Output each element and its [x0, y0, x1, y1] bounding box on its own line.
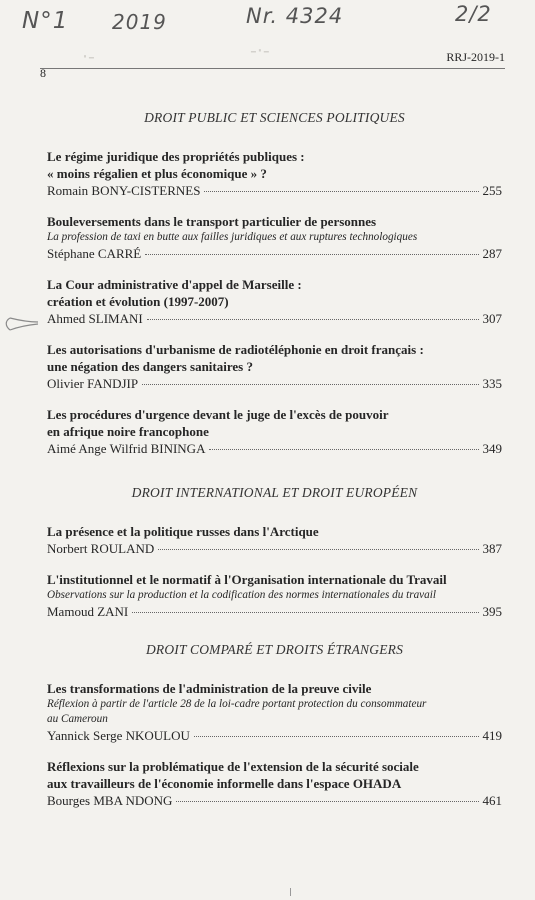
entry-title-line: La Cour administrative d'appel de Marseille :	[47, 277, 302, 292]
entry-title-line: en afrique noire francophone	[47, 424, 209, 439]
toc-entry	[47, 571, 502, 620]
toc-section	[47, 642, 502, 809]
bottom-mark	[290, 888, 291, 896]
running-header	[40, 50, 505, 70]
dot-leader	[209, 449, 478, 450]
entry-subtitle-line: Réflexion à partir de l'article 28 de la loi-cadre portant protection du consommateur	[47, 698, 427, 710]
entry-page: 287	[482, 246, 502, 261]
entry-title-line: Bouleversements dans le transport particulier de personnes	[47, 214, 377, 229]
author-line	[47, 540, 502, 557]
dot-leader	[132, 612, 478, 613]
dot-leader	[142, 384, 478, 385]
entry-title-line: L'institutionnel et le normatif à l'Organisation internationale du Travail	[47, 572, 447, 587]
entry-title-line: Les procédures d'urgence devant le juge de l'excès de pouvoir	[47, 407, 389, 422]
entry-title-line: Réflexions sur la problématique de l'extension de la sécurité sociale	[47, 759, 419, 774]
author-line	[47, 792, 502, 809]
dot-leader	[147, 319, 479, 320]
entry-title-line: Les autorisations d'urbanisme de radiotéléphonie en droit français :	[47, 342, 424, 357]
toc-section	[47, 110, 502, 457]
author-line	[47, 603, 502, 620]
entry-page: 461	[482, 793, 502, 808]
entry-page: 255	[482, 183, 502, 198]
toc-entry	[47, 276, 502, 327]
entry-subtitle-line: Observations sur la production et la codification des normes internationales du travail	[47, 589, 436, 601]
entry-subtitle-line: au Cameroun	[47, 713, 108, 725]
handwritten-number: N°1	[22, 8, 69, 34]
section-title: DROIT COMPARÉ ET DROITS ÉTRANGERS	[145, 642, 404, 657]
margin-arrow-mark-icon	[2, 310, 42, 336]
handwritten-reference: Nr. 4324	[246, 4, 344, 28]
toc-entry	[47, 341, 502, 392]
dot-leader	[176, 801, 478, 802]
entry-author: Olivier FANDJIP	[47, 376, 139, 391]
entry-title-line: Le régime juridique des propriétés publiques :	[47, 149, 305, 164]
dot-leader	[194, 736, 479, 737]
handwritten-year: 2019	[112, 10, 167, 34]
entry-author: Aimé Ange Wilfrid BININGA	[47, 441, 206, 456]
entry-title-line: Les transformations de l'administration de la preuve civile	[47, 681, 372, 696]
entry-title-line: aux travailleurs de l'économie informelle dans l'espace OHADA	[47, 776, 402, 791]
toc-entry	[47, 523, 502, 557]
table-of-contents	[47, 110, 502, 823]
author-line	[47, 245, 502, 262]
entry-page: 419	[482, 728, 502, 743]
handwritten-part: 2/2	[455, 2, 492, 26]
entry-title-line: une négation des dangers sanitaires ?	[47, 359, 253, 374]
entry-page: 307	[482, 311, 502, 326]
entry-author: Stéphane CARRÉ	[47, 246, 142, 261]
page-number: 8	[40, 66, 46, 80]
author-line	[47, 310, 502, 327]
entry-title-line: création et évolution (1997-2007)	[47, 294, 229, 309]
entry-page: 349	[482, 441, 502, 456]
author-line	[47, 727, 502, 744]
entry-author: Mamoud ZANI	[47, 604, 129, 619]
bleed-through-mark: -·-	[250, 40, 270, 62]
entry-author: Romain BONY-CISTERNES	[47, 183, 201, 198]
toc-entry	[47, 213, 502, 262]
header-rule	[40, 68, 505, 69]
dot-leader	[145, 254, 478, 255]
section-title: DROIT PUBLIC ET SCIENCES POLITIQUES	[144, 110, 405, 125]
entry-subtitle-line: La profession de taxi en butte aux failles juridiques et aux ruptures technologiques	[47, 231, 418, 243]
author-line	[47, 440, 502, 457]
toc-section	[47, 485, 502, 620]
section-title: DROIT INTERNATIONAL ET DROIT EUROPÉEN	[131, 485, 418, 500]
entry-author: Yannick Serge NKOULOU	[47, 728, 190, 743]
toc-entry	[47, 680, 502, 744]
author-line	[47, 182, 502, 199]
entry-title-line: « moins régalien et plus économique » ?	[47, 166, 267, 181]
entry-author: Bourges MBA NDONG	[47, 793, 173, 808]
entry-page: 335	[482, 376, 502, 391]
entry-page: 387	[482, 541, 502, 556]
entry-author: Ahmed SLIMANI	[47, 311, 143, 326]
dot-leader	[204, 191, 478, 192]
journal-reference: RRJ-2019-1	[446, 50, 505, 64]
entry-author: Norbert ROULAND	[47, 541, 155, 556]
author-line	[47, 375, 502, 392]
toc-entry	[47, 758, 502, 809]
entry-page: 395	[482, 604, 502, 619]
toc-entry	[47, 406, 502, 457]
bleed-through-mark: ·-	[82, 46, 95, 68]
toc-entry	[47, 148, 502, 199]
dot-leader	[158, 549, 478, 550]
entry-title-line: La présence et la politique russes dans l'Arctique	[47, 524, 319, 539]
